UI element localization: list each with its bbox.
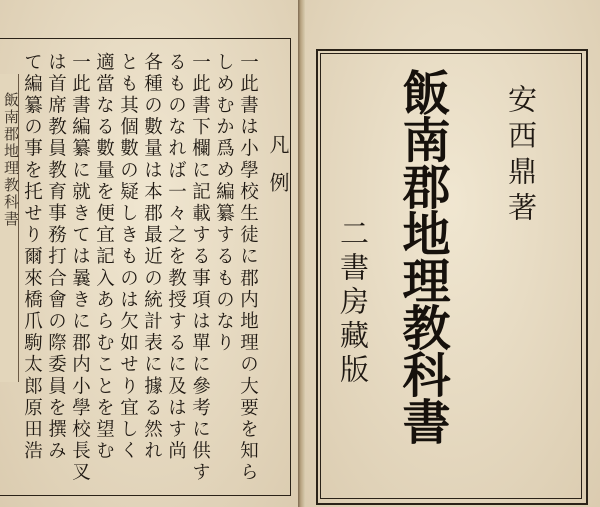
left-page: [0, 0, 298, 507]
adjacent-page-edge: [0, 74, 19, 382]
preface-line-5: 各種の數量は本郡最近の統計表に據る然れ: [141, 52, 163, 463]
preface-line-10: て編纂の事を托せり爾來橋爪駒太郎原田浩: [21, 52, 43, 463]
preface-line-7: 適當なる數量を便宜記入あらむことを望む: [93, 52, 115, 463]
preface-line-6: とも其個數の疑しきものは欠如せり宜しく: [117, 52, 139, 463]
book-title: 飯南郡地理教科書: [394, 68, 450, 444]
publisher-imprint: 二書房藏版: [336, 218, 370, 388]
preface-line-4: るものなれば一々之を教授するに及はす尚: [165, 52, 187, 463]
preface-line-2: しめむか爲め編纂するものなり: [213, 52, 235, 355]
preface-heading: 凡例: [266, 134, 290, 210]
preface-line-1: 一此書は小學校生徒に郡内地理の大要を知ら: [237, 52, 259, 484]
preface-line-3: 一此書下欄に記載する事項は單に參考に供す: [189, 52, 211, 484]
edge-title-text: 飯南郡地理教科書: [2, 92, 20, 228]
book-gutter: [298, 0, 305, 507]
preface-line-8: 一此書編纂に就きては曩きに郡内小學校長叉: [69, 52, 91, 484]
preface-line-9: は首席教員教育事務打合會の際委員を撰み: [45, 52, 67, 463]
author-name: 安西鼎著: [504, 84, 538, 228]
